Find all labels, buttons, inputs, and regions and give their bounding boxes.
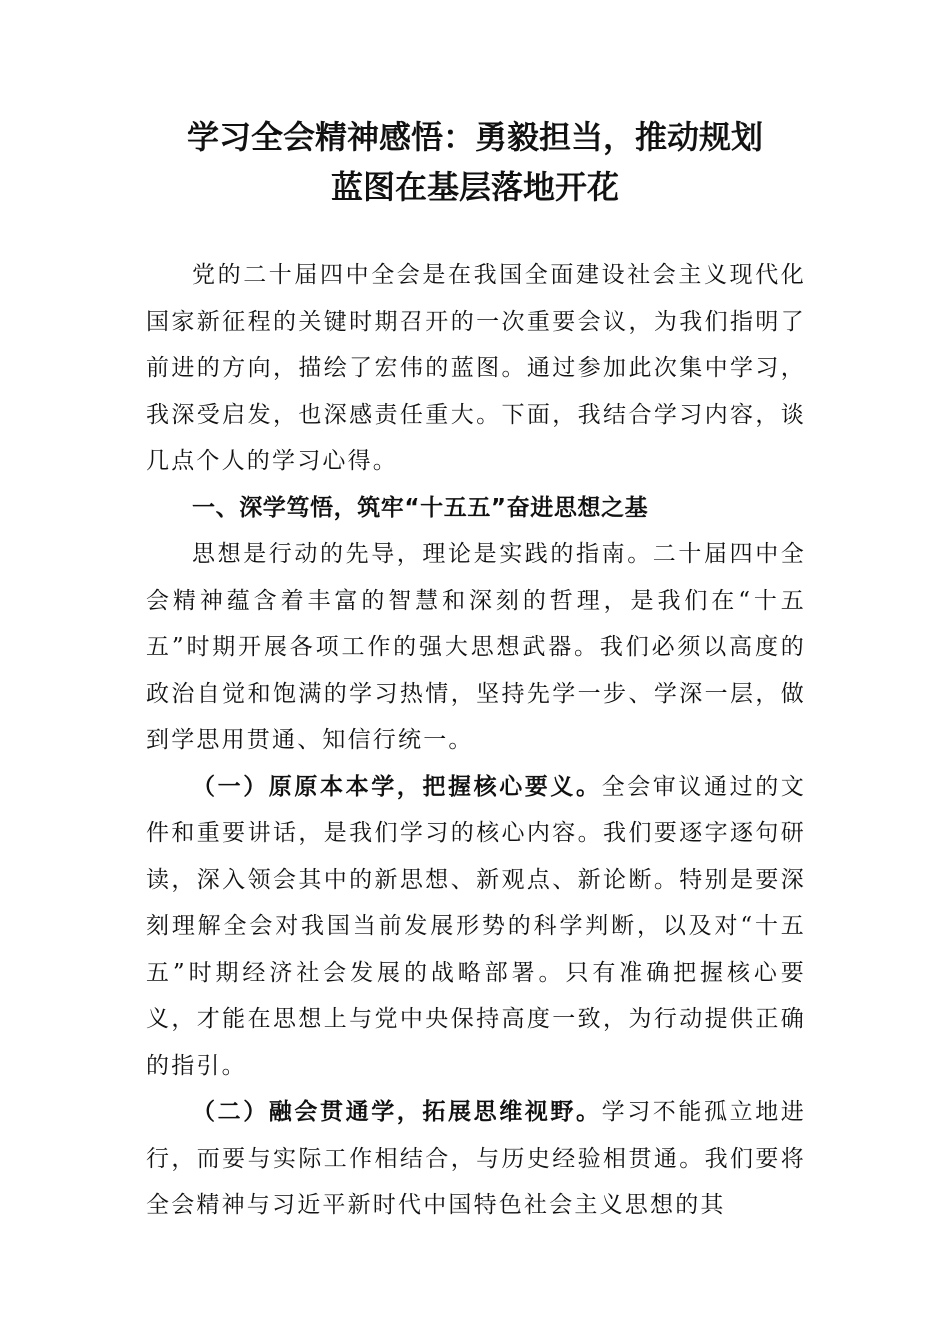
point-1-text: 全会审议通过的文件和重要讲话，是我们学习的核心内容。我们要逐字逐句研读，深入领会其中的新思想、新观点、新论断。特别是要深刻理解全会对我国当前发展形势的科学判断，以及对“十五五”时期经济社会发展的战略部署。只有准确把握核心要义，才能在思想上与党中央保持高度一致，为行动提供正确的指引。 <box>146 773 806 1079</box>
point-2-lead: （二）融会贯通学，拓展思维视野。 <box>192 1098 602 1125</box>
title-line-1: 学习全会精神感悟：勇毅担当，推动规划 <box>186 118 763 156</box>
point-1-paragraph <box>146 764 806 1090</box>
intro-paragraph: 党的二十届四中全会是在我国全面建设社会主义现代化国家新征程的关键时期召开的一次重要会议，为我们指明了前进的方向，描绘了宏伟的蓝图。通过参加此次集中学习，我深受启发，也深感责任重大。下面，我结合学习内容，谈几点个人的学习心得。 <box>146 262 806 474</box>
point-2-text: 学习不能孤立地进行，而要与实际工作相结合，与历史经验相贯通。我们要将全会精神与习近平新时代中国特色社会主义思想的其 <box>146 1099 806 1218</box>
document-title <box>120 112 830 212</box>
title-line-2: 蓝图在基层落地开花 <box>330 168 619 206</box>
section-1-heading: 一、深学笃悟，筑牢“十五五”奋进思想之基 <box>192 494 649 521</box>
section-1-paragraph: 思想是行动的先导，理论是实践的指南。二十届四中全会精神蕴含着丰富的智慧和深刻的哲理，是我们在“十五五”时期开展各项工作的强大思想武器。我们必须以高度的政治自觉和饱满的学习热情，坚持先学一步、学深一层，做到学思用贯通、知信行统一。 <box>146 541 806 753</box>
point-1-lead: （一）原原本本学，把握核心要义。 <box>192 772 602 800</box>
point-2-paragraph <box>146 1089 806 1229</box>
document-body <box>146 252 806 1229</box>
